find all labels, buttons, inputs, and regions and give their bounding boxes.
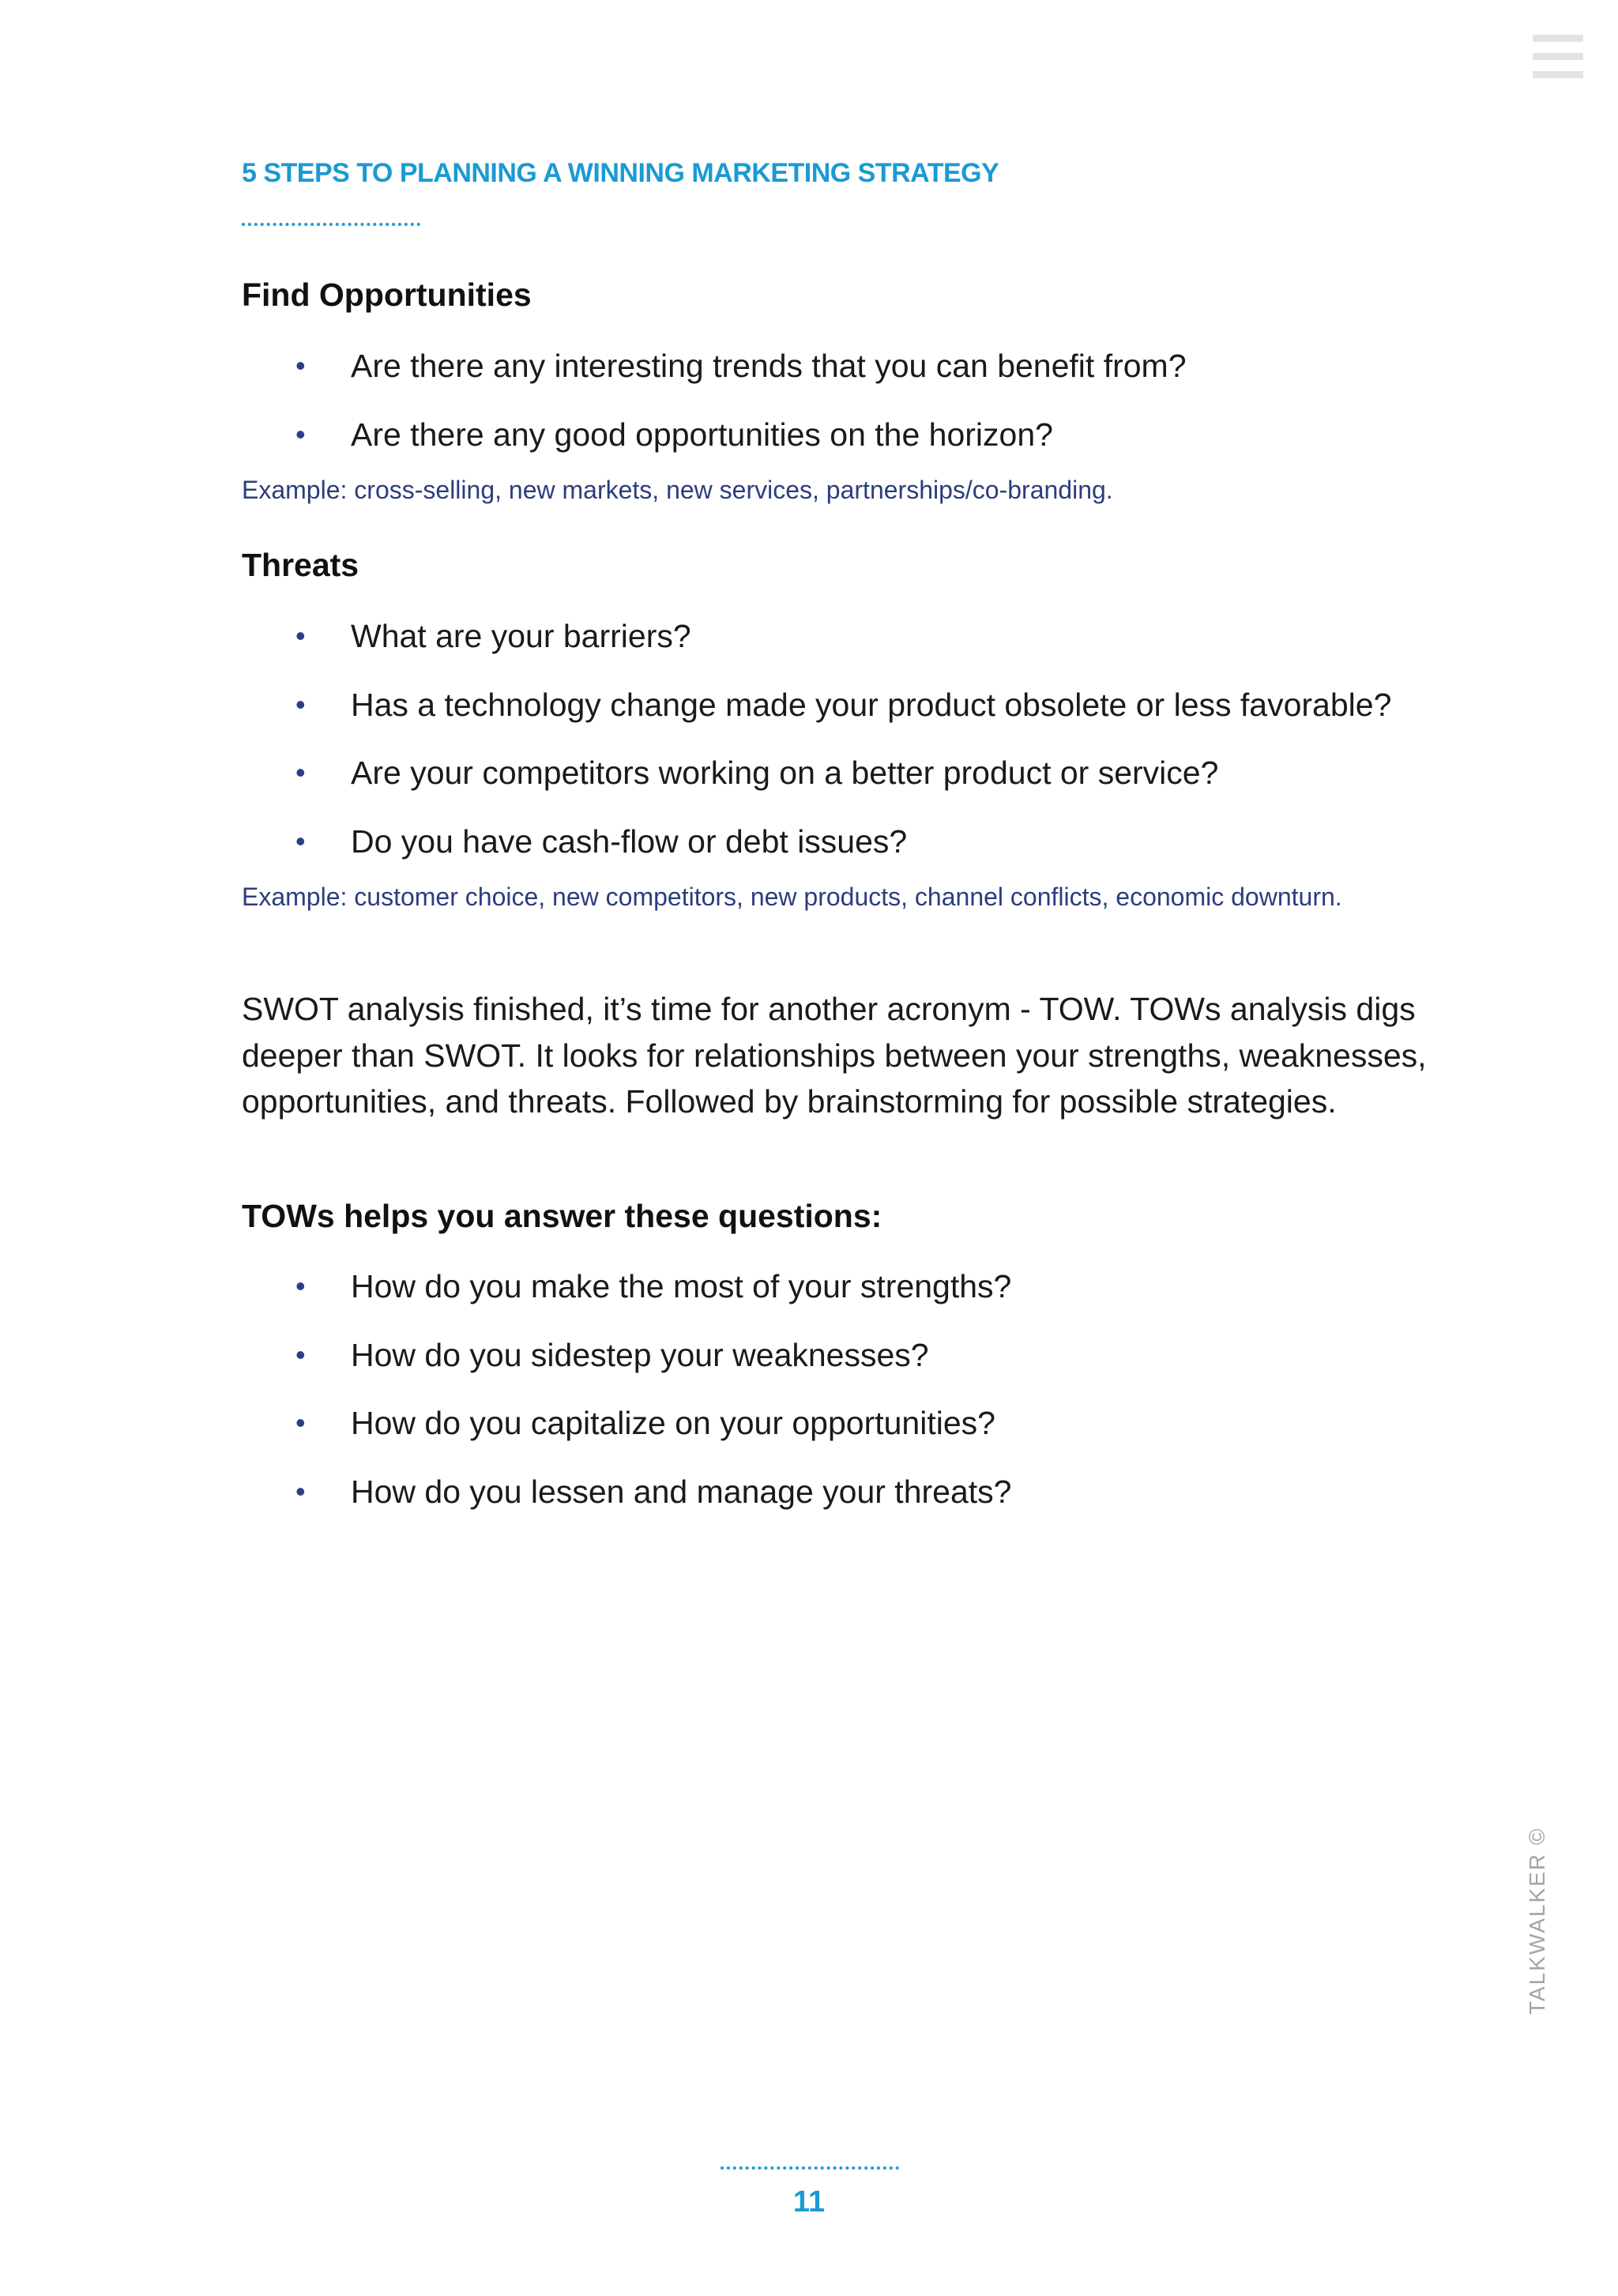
bullet-icon: •	[295, 824, 306, 857]
list-item-text: How do you sidestep your weaknesses?	[351, 1336, 929, 1373]
tows-paragraph: SWOT analysis finished, it’s time for another acronym - TOW. TOWs analysis digs deeper than SWOT. It looks for relationships between your strengths, weaknesses, opportunities, and threats. Followed by brainstorming for possible strategies.	[242, 991, 1427, 1120]
list-item-text: Are there any good opportunities on the horizon?	[351, 416, 1053, 453]
bullet-icon: •	[295, 1474, 306, 1507]
bullet-icon: •	[295, 687, 306, 721]
threats-example: Example: customer choice, new competitors, new products, channel conflicts, economic downturn.	[242, 883, 1342, 911]
footer-dotted-divider	[721, 2166, 899, 2170]
list-item-text: How do you make the most of your strengths?	[351, 1268, 1012, 1304]
bullet-icon: •	[295, 619, 306, 652]
list-item-text: Do you have cash-flow or debt issues?	[351, 822, 908, 860]
bullet-icon: •	[295, 349, 306, 382]
list-item-text: How do you lessen and manage your threats?	[351, 1473, 1012, 1510]
threats-heading: Threats	[242, 547, 359, 583]
bullet-icon: •	[295, 756, 306, 789]
list-item-text: Has a technology change made your product obsolete or less favorable?	[351, 686, 1392, 723]
bullet-icon: •	[295, 1338, 306, 1371]
bullet-icon: •	[295, 1406, 306, 1439]
hamburger-menu-icon[interactable]	[1533, 35, 1583, 79]
list-item-text: How do you capitalize on your opportunities?	[351, 1405, 995, 1441]
tows-heading: TOWs helps you answer these questions:	[242, 1198, 882, 1234]
page-number: 11	[792, 2185, 826, 2219]
list-item-text: What are your barriers?	[351, 618, 691, 654]
opportunities-heading: Find Opportunities	[242, 277, 532, 313]
list-item-text: Are there any interesting trends that you can benefit from?	[351, 348, 1187, 384]
list-item-text: Are your competitors working on a better product or service?	[351, 755, 1219, 791]
opportunities-example: Example: cross-selling, new markets, new services, partnerships/co-branding.	[242, 476, 1113, 504]
section-title: 5 STEPS TO PLANNING A WINNING MARKETING STRATEGY	[242, 158, 999, 188]
bullet-icon: •	[295, 1270, 306, 1302]
copyright-watermark: TALKWALKER ©	[1525, 1827, 1549, 2015]
title-dotted-divider	[242, 223, 420, 226]
bullet-icon: •	[295, 417, 306, 450]
